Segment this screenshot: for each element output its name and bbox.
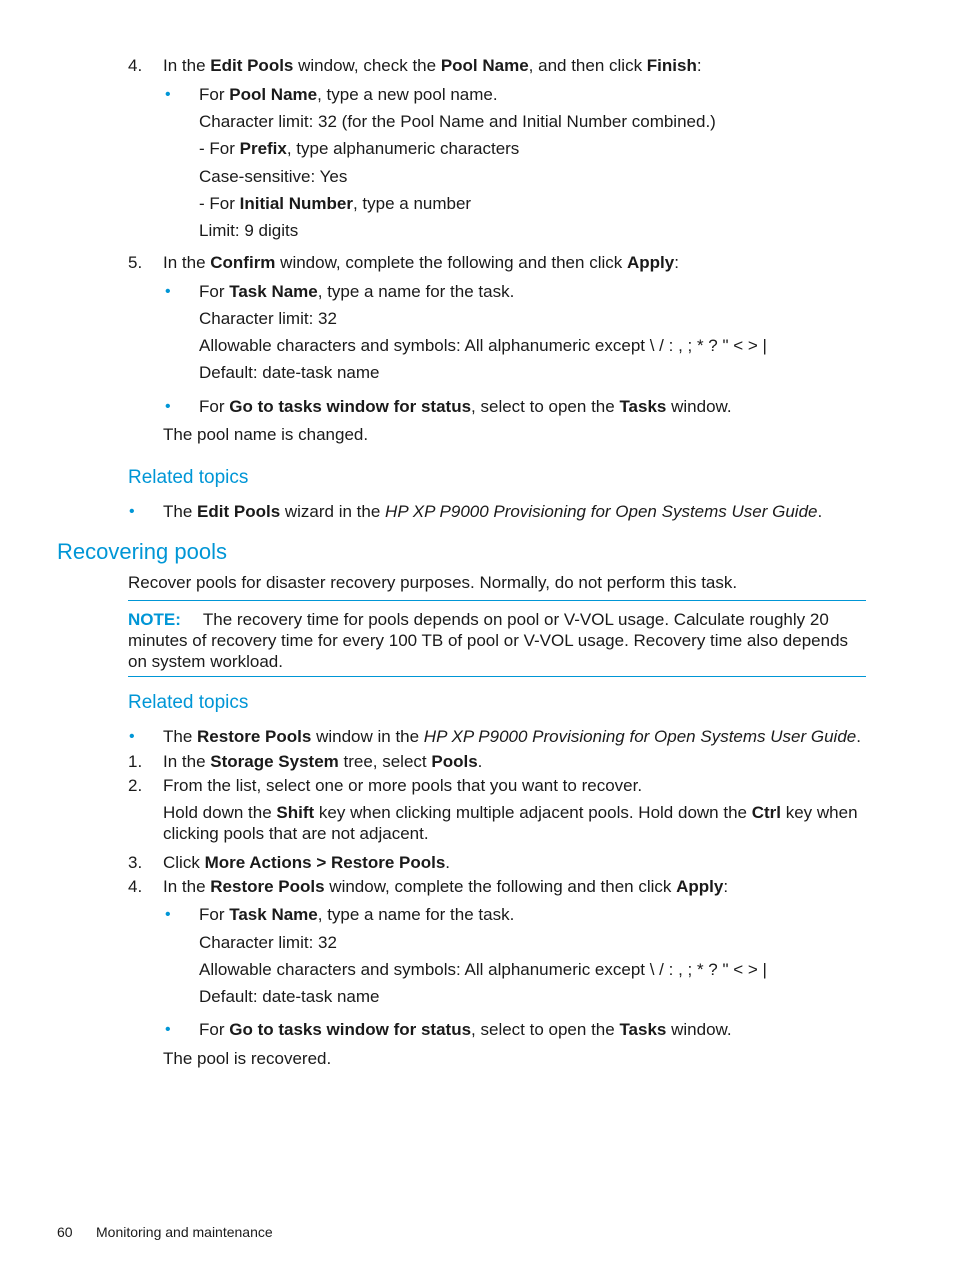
page-number: 60 [57,1224,73,1240]
bullet-icon: • [165,1021,171,1038]
step-number: 1. [128,752,143,771]
bullet-icon: • [165,283,171,300]
detail-line: - For Initial Number, type a number [199,194,472,213]
detail-line: Allowable characters and symbols: All alphanumeric except \ / : , ; * ? " < > | [199,336,767,355]
bullet-text: For Pool Name, type a new pool name. [199,85,498,104]
step-text: From the list, select one or more pools that you want to recover. [163,776,643,795]
footer-section: Monitoring and maintenance [96,1224,273,1240]
detail-line: Limit: 9 digits [199,221,299,240]
detail-line: Character limit: 32 [199,309,337,328]
related-topics-heading: Related topics [128,692,249,713]
note-bottom-rule [128,676,866,677]
note-label: NOTE: [128,610,181,629]
detail-line: - For Prefix, type alphanumeric characters [199,139,520,158]
detail-line: Character limit: 32 (for the Pool Name and Initial Number combined.) [199,112,716,131]
bullet-icon: • [165,398,171,415]
bullet-text: For Go to tasks window for status, select to open the Tasks window. [199,1020,732,1039]
step-result: The pool name is changed. [163,425,369,444]
step-number: 5. [128,253,143,272]
bullet-icon: • [165,86,171,103]
step-text: Click More Actions > Restore Pools. [163,853,451,872]
note-text: The recovery time for pools depends on pool or V-VOL usage. Calculate roughly 20 minutes of recovery time for every 100 TB of pool or V-VOL usage. Recovery time also depends on system workload. [128,610,849,671]
bullet-icon: • [165,906,171,923]
detail-line: Default: date-task name [199,987,380,1006]
step-number: 4. [128,56,143,75]
step-subtext: Hold down the Shift key when clicking multiple adjacent pools. Hold down the Ctrl key when clicking pools that are not adjacent. [163,803,858,843]
bullet-icon: • [129,728,135,745]
detail-line: Allowable characters and symbols: All alphanumeric except \ / : , ; * ? " < > | [199,960,767,979]
section-title: Recovering pools [57,539,227,564]
bullet-text: For Go to tasks window for status, select to open the Tasks window. [199,397,732,416]
step-text: In the Confirm window, complete the following and then click Apply: [163,253,679,272]
step-text: In the Restore Pools window, complete the following and then click Apply: [163,877,729,896]
bullet-text: For Task Name, type a name for the task. [199,905,515,924]
detail-line: Character limit: 32 [199,933,337,952]
related-topic-link[interactable]: The Edit Pools wizard in the HP XP P9000 Provisioning for Open Systems User Guide. [163,502,823,521]
related-topic-link[interactable]: The Restore Pools window in the HP XP P9000 Provisioning for Open Systems User Guide. [163,727,861,746]
bullet-text: For Task Name, type a name for the task. [199,282,515,301]
step-number: 2. [128,776,143,795]
bullet-icon: • [129,503,135,520]
step-result: The pool is recovered. [163,1049,332,1068]
detail-line: Default: date-task name [199,363,380,382]
related-topics-heading: Related topics [128,467,249,488]
step-number: 3. [128,853,143,872]
section-intro: Recover pools for disaster recovery purposes. Normally, do not perform this task. [128,573,738,592]
step-text: In the Storage System tree, select Pools. [163,752,483,771]
step-number: 4. [128,877,143,896]
detail-line: Case-sensitive: Yes [199,167,348,186]
note-box [128,609,866,672]
step-text: In the Edit Pools window, check the Pool Name, and then click Finish: [163,56,702,75]
note-top-rule [128,600,866,601]
